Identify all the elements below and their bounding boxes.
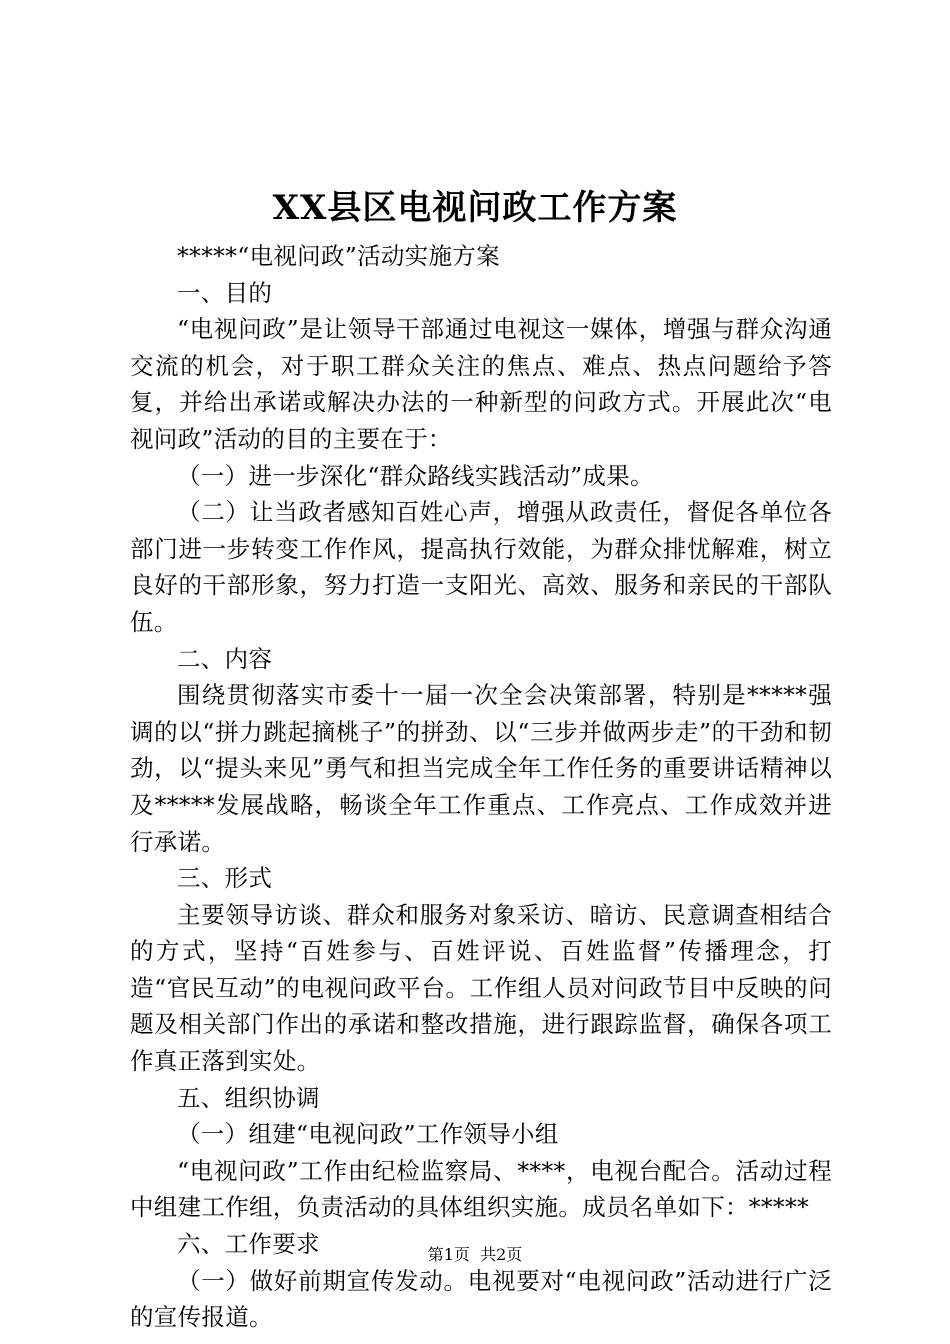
paragraph: （一）做好前期宣传发动。电视要对“电视问政”活动进行广泛的宣传报道。 — [130, 1266, 832, 1332]
section-heading-coordination: 五、组织协调 — [177, 1083, 320, 1112]
paragraph: （一）进一步深化“群众路线实践活动”成果。 — [177, 461, 654, 490]
document-title: XX县区电视问政工作方案 — [272, 188, 678, 228]
paragraph: 围绕贯彻落实市委十一届一次全会决策部署，特别是*****强调的以“拼力跳起摘桃子”的拼劲、以“三步并做两步走”的干劲和韧劲，以“提头来见”勇气和担当完成全年工作任务的重要讲话精神以及*****发展战略，畅谈全年工作重点、工作亮点、工作成效并进行承诺。 — [130, 681, 832, 856]
page-total: 共2页 — [480, 1245, 523, 1264]
page-footer — [0, 1244, 950, 1266]
paragraph: （二）让当政者感知百姓心声，增强从政责任，督促各单位各部门进一步转变工作作风，提高执行效能，为群众排忧解难，树立良好的干部形象，努力打造一支阳光、高效、服务和亲民的干部队伍。 — [130, 498, 832, 636]
section-heading-requirements: 六、工作要求 — [177, 1230, 320, 1259]
section-heading-purpose: 一、目的 — [177, 278, 273, 307]
paragraph: “电视问政”是让领导干部通过电视这一媒体，增强与群众沟通交流的机会，对于职工群众关注的焦点、难点、热点问题给予答复，并给出承诺或解决办法的一种新型的问政方式。开展此次“电视问政”活动的目的主要在于： — [130, 315, 832, 453]
section-heading-content: 二、内容 — [177, 644, 273, 673]
document-body — [130, 238, 832, 1336]
paragraph: 主要领导访谈、群众和服务对象采访、暗访、民意调查相结合的方式，坚持“百姓参与、百姓评说、百姓监督”传播理念，打造“官民互动”的电视问政平台。工作组人员对问政节目中反映的问题及相关部门作出的承诺和整改措施，进行跟踪监督，确保各项工作真正落到实处。 — [130, 900, 832, 1076]
document-subtitle: *****“电视问政”活动实施方案 — [177, 242, 500, 270]
section-heading-form: 三、形式 — [177, 864, 273, 893]
page-number: 第1页 — [427, 1245, 470, 1264]
paragraph: （一）组建“电视问政”工作领导小组 — [177, 1120, 559, 1149]
paragraph: “电视问政”工作由纪检监察局、****，电视台配合。活动过程中组建工作组，负责活动的具体组织实施。成员名单如下：***** — [130, 1156, 832, 1222]
